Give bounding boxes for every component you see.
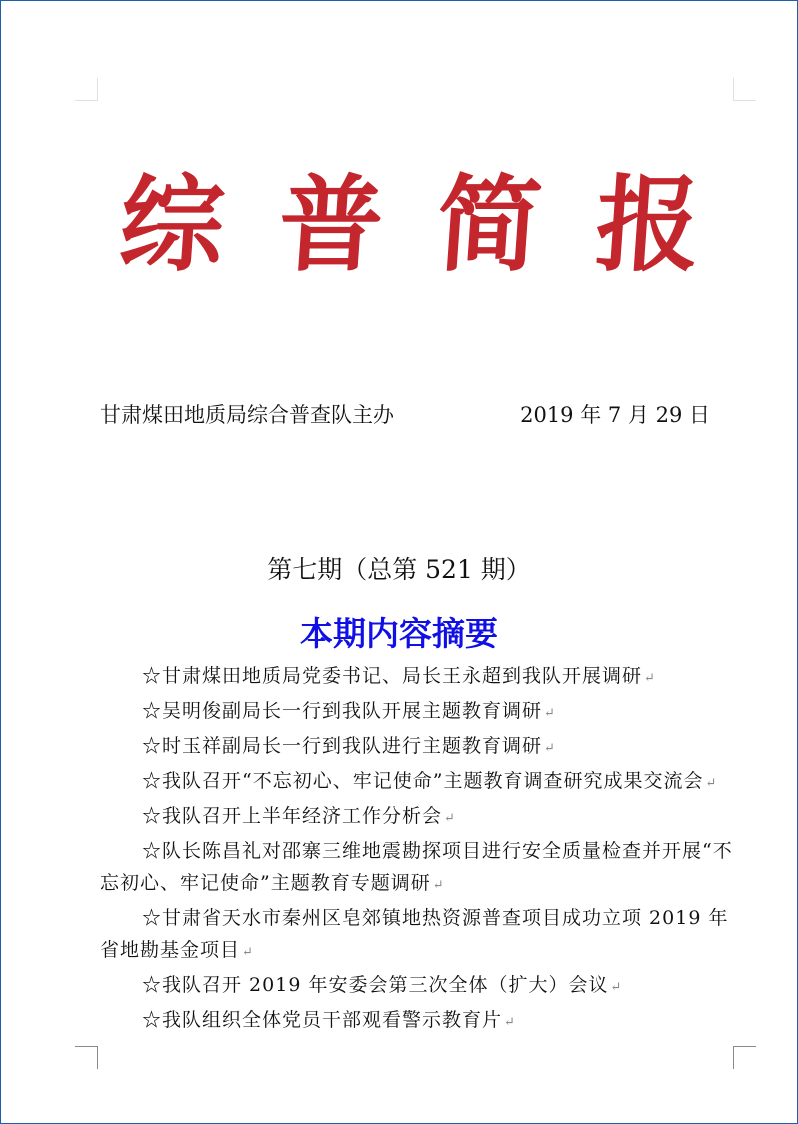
paragraph-mark-icon: ↵ [544,706,556,721]
masthead-title [115,160,705,290]
masthead-char: 简 [433,163,546,286]
star-bullet-icon: ☆ [142,665,163,687]
summary-item [100,1004,740,1039]
star-bullet-icon: ☆ [142,770,163,792]
paragraph-mark-icon: ↵ [444,811,456,826]
star-bullet-icon: ☆ [142,840,163,862]
crop-mark-top-left [75,78,98,101]
summary-heading: 本期内容摘要 [300,614,498,653]
paragraph-mark-icon: ↵ [242,945,254,960]
summary-item [100,800,740,835]
summary-item-text: 时玉祥副局长一行到我队进行主题教育调研 [162,735,543,757]
summary-item-text: 我队召开上半年经济工作分析会 [162,805,443,827]
summary-item [100,835,740,902]
summary-item-text: 吴明俊副局长一行到我队开展主题教育调研 [162,700,543,722]
publisher-line [100,400,710,430]
summary-item [100,969,740,1004]
summary-item-text: 甘肃煤田地质局党委书记、局长王永超到我队开展调研 [162,665,643,687]
summary-item-text: 甘肃省天水市秦州区皂郊镇地热资源普查项目成功立项 2019 年省地勘基金项目 [100,907,729,961]
star-bullet-icon: ☆ [142,700,163,722]
paragraph-mark-icon: ↵ [544,741,556,756]
star-bullet-icon: ☆ [142,735,163,757]
star-bullet-icon: ☆ [142,1009,163,1031]
summary-item-text: 我队召开 2019 年安委会第三次全体（扩大）会议 [162,974,609,996]
summary-item-text: 队长陈昌礼对邵寨三维地震勘探项目进行安全质量检查并开展“不忘初心、牢记使命”主题教育专题调研 [100,840,733,894]
crop-mark-top-right [733,78,756,101]
summary-item [100,660,740,695]
paragraph-mark-icon: ↵ [504,1015,516,1030]
star-bullet-icon: ☆ [142,805,163,827]
star-bullet-icon: ☆ [142,907,163,929]
issue-date: 2019 年 7 月 29 日 [520,403,710,427]
star-bullet-icon: ☆ [142,974,163,996]
summary-list [100,660,740,1039]
summary-item [100,730,740,765]
paragraph-mark-icon: ↵ [705,776,718,791]
crop-mark-bottom-right [733,1046,756,1069]
paragraph-mark-icon: ↵ [432,878,445,893]
masthead-char: 综 [115,163,229,286]
paragraph-mark-icon: ↵ [610,980,623,995]
summary-item [100,695,740,730]
summary-item [100,902,740,969]
paragraph-mark-icon: ↵ [644,671,656,686]
summary-item [100,765,740,800]
summary-item-text: 我队组织全体党员干部观看警示教育片 [162,1009,503,1031]
crop-mark-bottom-left [75,1046,98,1069]
masthead-char: 普 [274,163,388,286]
issue-number: 第七期（总第 521 期） [267,555,531,584]
masthead-char: 报 [591,163,705,286]
publisher: 甘肃煤田地质局综合普查队主办 [100,403,394,427]
summary-item-text: 我队召开“不忘初心、牢记使命”主题教育调查研究成果交流会 [162,770,704,792]
